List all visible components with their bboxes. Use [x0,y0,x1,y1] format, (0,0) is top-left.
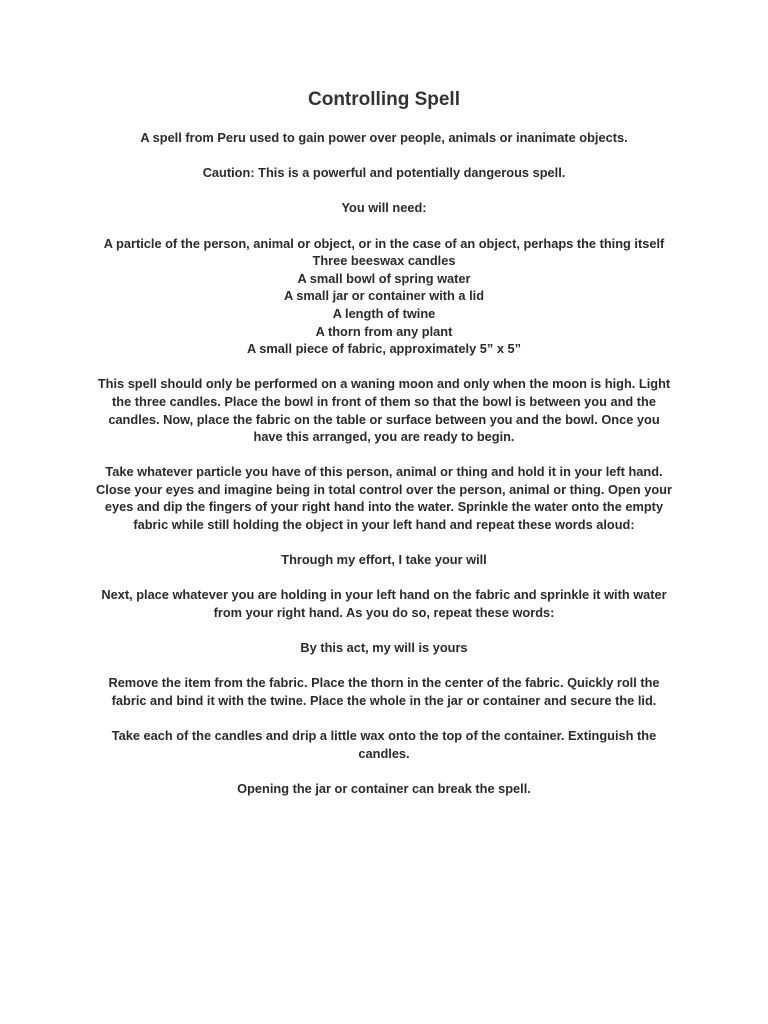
ingredient-item: A small bowl of spring water [297,270,471,286]
intro-text: A spell from Peru used to gain power over people, animals or inanimate objects. [140,130,628,145]
setup-paragraph: This spell should only be performed on a waning moon and only when the moon is high. Light the three candles. Place the bowl in front of them so that the bowl is between you and the candles. Now, place the fabric on the table or surface between you and the bowl. Once you have this arranged, you are ready to begin. [97,376,671,445]
ingredient-item: A small jar or container with a lid [283,288,485,304]
step-one-paragraph: Take whatever particle you have of this person, animal or thing and hold it in your left hand. Close your eyes and imagine being in total control over the person, animal or thing. Open your eyes and dip the fingers of your right hand into the water. Sprinkle the water onto the empty fabric while still holding the object in your left hand and repeat these words aloud: [96,464,672,533]
step-two-paragraph: Next, place whatever you are holding in your left hand on the fabric and sprinkle it with water from your right hand. As you do so, repeat these words: [101,587,667,621]
ingredient-item: A particle of the person, animal or object, or in the case of an object, perhaps the thing itself [103,235,665,251]
chant-one: Through my effort, I take your will [281,552,487,568]
caution-text: Caution: This is a powerful and potentially dangerous spell. [202,165,566,181]
step-three-paragraph: Remove the item from the fabric. Place the thorn in the center of the fabric. Quickly roll the fabric and bind it with the twine. Place the whole in the jar or container and secure the lid. [108,675,660,708]
step-four-paragraph: Take each of the candles and drip a little wax onto the top of the container. Extinguish the candles. [111,728,657,761]
document-body [92,86,676,815]
page-title: Controlling Spell [308,89,460,110]
warning-text: Opening the jar or container can break the spell. [237,780,531,796]
requirements-heading: You will need: [341,200,427,216]
ingredient-item: Three beeswax candles [312,253,456,269]
ingredient-item: A length of twine [332,305,436,321]
ingredient-item: A thorn from any plant [315,323,453,339]
chant-two: By this act, my will is yours [300,640,468,656]
ingredient-item: A small piece of fabric, approximately 5” x 5” [246,341,522,357]
ingredients-list [92,235,676,358]
